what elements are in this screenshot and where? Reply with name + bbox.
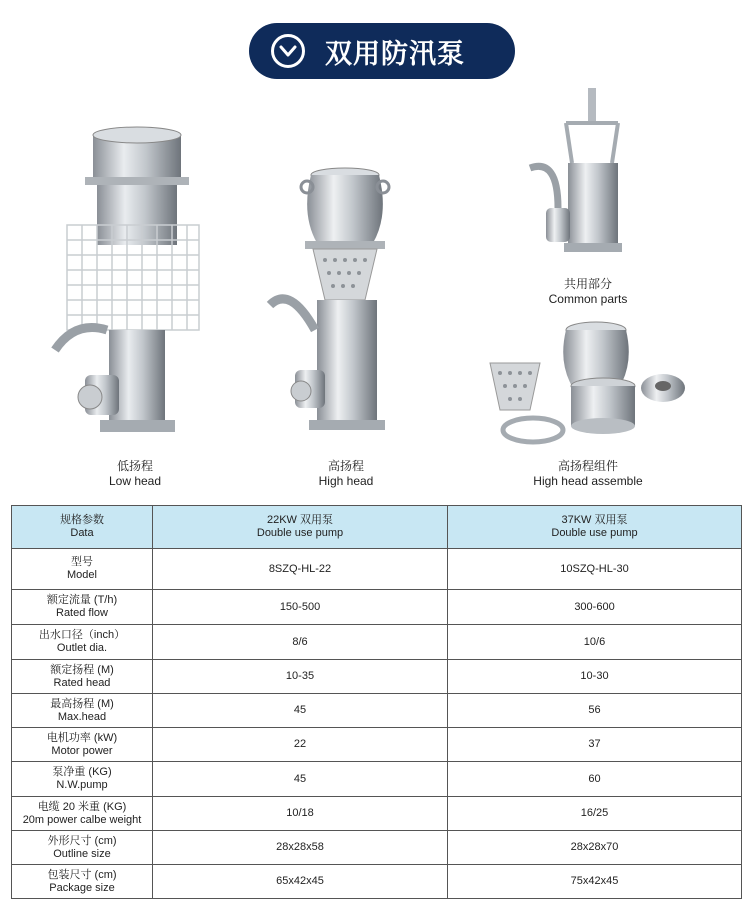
table-row [12,694,742,728]
value-22kw: 65x42x45 [276,875,324,887]
row-label-cell [12,797,153,831]
row-label-en: Outlet dia. [56,642,108,654]
value-22kw: 28x28x58 [276,841,324,853]
row-label-cn: 电机功率 (kW) [46,731,118,744]
table-row [12,831,742,865]
value-37kw: 37 [588,738,601,750]
chevron-down-circle-icon [271,34,305,68]
row-label-en: Rated flow [56,607,108,619]
cell-22kw [153,797,448,831]
table-row [12,625,742,660]
cell-22kw [153,762,448,797]
row-label-cell [12,728,153,762]
cell-22kw [153,865,448,899]
header-en: Double use pump [256,527,344,539]
row-label-cell [12,762,153,797]
caption-cn: 共用部分 [563,277,612,291]
header-cn: 规格参数 [60,514,104,526]
value-37kw: 16/25 [580,807,609,819]
value-37kw: 10SZQ-HL-30 [560,562,629,575]
header-cn: 37KW 双用泵 [561,514,628,526]
cell-37kw [448,660,742,694]
caption-en: High head [318,474,374,488]
header-cell-22kw [153,506,448,549]
caption-low-head [85,459,185,489]
row-label-en: Outline size [53,847,111,860]
row-label-cn: 最高扬程 (M) [50,697,114,710]
cell-37kw [448,625,742,660]
cell-37kw [448,797,742,831]
value-22kw: 45 [293,772,307,785]
caption-en: Common parts [548,292,628,306]
header-cell-data [12,506,153,549]
value-22kw: 45 [293,704,307,716]
value-22kw: 150-500 [279,600,321,613]
low-head-pump-image [45,125,215,445]
row-label-cn: 出水口径（inch） [38,629,126,641]
value-22kw: 8SZQ-HL-22 [268,562,332,575]
high-head-pump-image [265,165,395,445]
table-row [12,549,742,590]
value-22kw: 10-35 [285,670,315,682]
value-37kw: 300-600 [574,600,615,613]
table-row [12,797,742,831]
page-title-banner [249,23,515,79]
common-parts-image [528,88,638,260]
row-label-cell [12,660,153,694]
caption-common-parts [528,277,648,307]
cell-22kw [153,728,448,762]
value-37kw: 56 [588,704,601,716]
header-en: Double use pump [551,527,638,539]
row-label-cell [12,590,153,625]
cell-37kw [448,549,742,590]
row-label-en: Model [67,569,97,581]
cell-37kw [448,694,742,728]
caption-en: High head assemble [533,474,643,488]
value-37kw: 10/6 [583,635,606,648]
value-22kw: 10/18 [286,807,314,819]
header-cn: 22KW 双用泵 [266,514,333,526]
value-37kw: 75x42x45 [570,875,619,887]
row-label-en: 20m power calbe weight [22,813,142,826]
row-label-cn: 额定扬程 (M) [50,663,114,676]
cell-37kw [448,831,742,865]
caption-en: Low head [108,474,162,488]
table-header-row [12,506,742,549]
caption-cn: 低扬程 [116,459,153,473]
row-label-cn: 额定流量 (T/h) [46,594,118,606]
caption-cn: 高扬程组件 [557,459,618,473]
caption-high-head [296,459,396,489]
cell-22kw [153,694,448,728]
row-label-en: Max.head [57,710,107,723]
row-label-cell [12,549,153,590]
cell-22kw [153,625,448,660]
table-row [12,660,742,694]
value-37kw: 10-30 [580,670,609,682]
cell-22kw [153,590,448,625]
header-cell-37kw [448,506,742,549]
row-label-cn: 型号 [71,556,93,568]
row-label-cn: 包装尺寸 (cm) [47,868,117,881]
value-37kw: 28x28x70 [570,841,619,853]
row-label-cn: 电缆 20 米重 (KG) [37,800,127,813]
cell-37kw [448,590,742,625]
high-head-assemble-image [478,318,700,450]
cell-37kw [448,728,742,762]
row-label-en: Rated head [53,676,111,689]
row-label-en: N.W.pump [56,779,108,791]
row-label-cell [12,694,153,728]
spec-table [11,505,742,899]
page-title: 双用防汛泵 [325,38,465,70]
cell-22kw [153,831,448,865]
row-label-cn: 外形尺寸 (cm) [47,834,117,847]
table-row [12,728,742,762]
row-label-en: Package size [49,881,115,894]
row-label-en: Motor power [51,744,113,757]
row-label-cell [12,625,153,660]
value-22kw: 8/6 [292,635,308,648]
cell-22kw [153,549,448,590]
table-row [12,762,742,797]
row-label-cell [12,865,153,899]
header-en: Data [70,527,94,539]
row-label-cell [12,831,153,865]
cell-37kw [448,762,742,797]
caption-high-head-assemble [518,459,658,489]
table-row [12,865,742,899]
caption-cn: 高扬程 [327,459,364,473]
value-22kw: 22 [293,738,307,750]
row-label-cn: 泵净重 (KG) [52,766,112,778]
table-row [12,590,742,625]
value-37kw: 60 [588,772,601,785]
cell-22kw [153,660,448,694]
cell-37kw [448,865,742,899]
